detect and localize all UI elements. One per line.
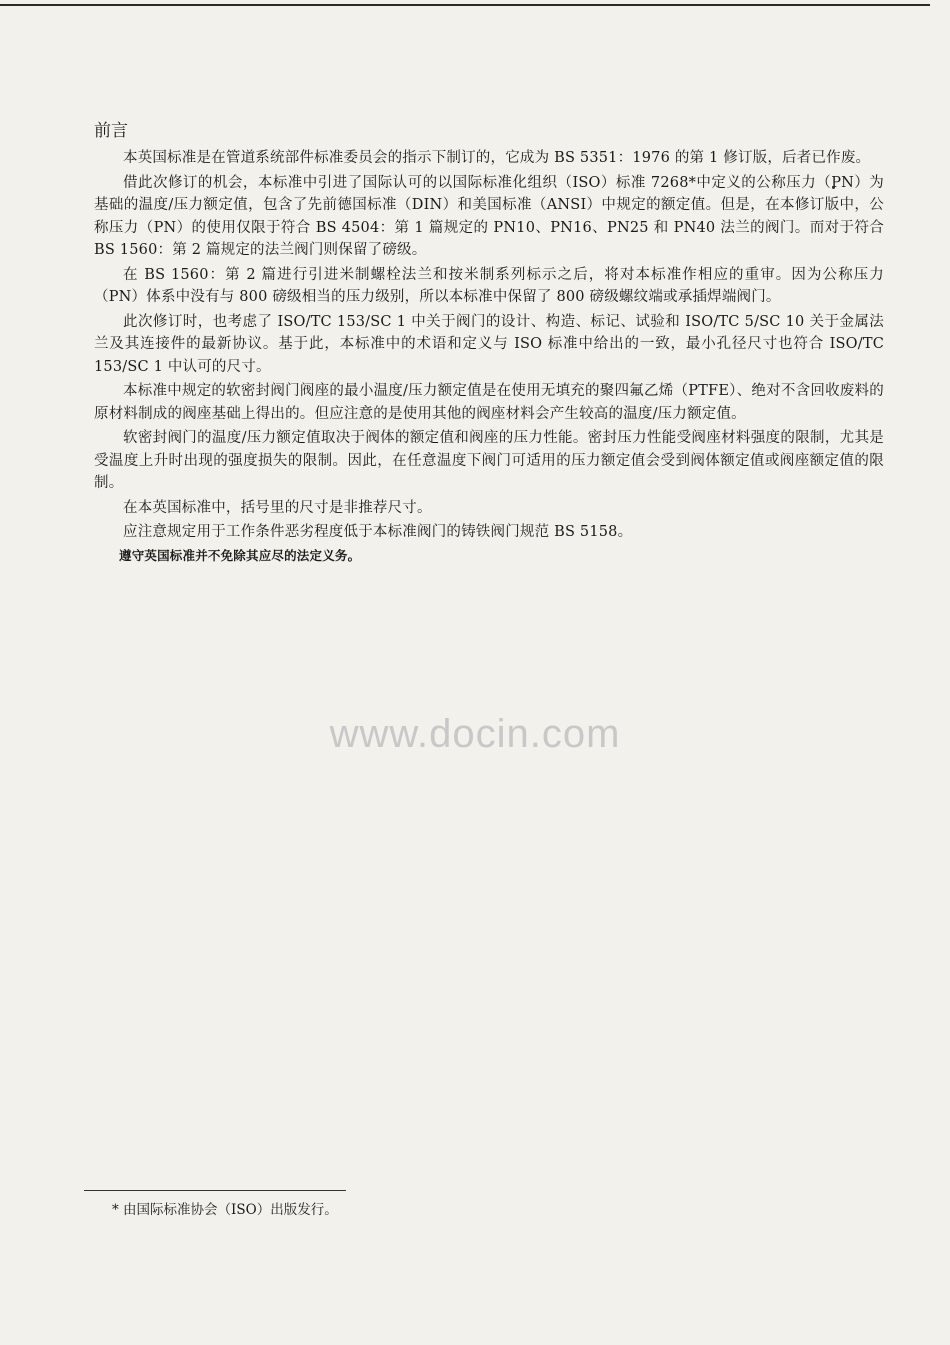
paragraph-5: 本标准中规定的软密封阀门阀座的最小温度/压力额定值是在使用无填充的聚四氟乙烯（PTFE）、绝对不含回收废料的原材料制成的阀座基础上得出的。但应注意的是使用其他的阀座材料会产生较高的温度/压力额定值。 xyxy=(94,383,884,422)
footnote: * 由国际标准协会（ISO）出版发行。 xyxy=(112,1202,338,1218)
paragraph-2: 借此次修订的机会，本标准中引进了国际认可的以国际标准化组织（ISO）标准 7268*中定义的公称压力（PN）为基础的温度/压力额定值，包含了先前德国标准（DIN）和美国标准（ANSI）中规定的额定值。但是，在本修订版中，公称压力（PN）的使用仅限于符合 BS 4504：第 1 篇规定的 PN10、PN16、PN25 和 PN40 法兰的阀门。而对于符合 BS 1560：第 2 篇规定的法兰阀门则保留了磅级。 xyxy=(94,174,884,258)
paragraph-1: 本英国标准是在管道系统部件标准委员会的指示下制订的，它成为 BS 5351：1976 的第 1 修订版，后者已作废。 xyxy=(123,150,871,166)
paragraph-4: 此次修订时，也考虑了 ISO/TC 153/SC 1 中关于阀门的设计、构造、标记、试验和 ISO/TC 5/SC 10 关于金属法兰及其连接件的最新协议。基于此，本标准中的术语和定义与 ISO 标准中给出的一致，最小孔径尺寸也符合 ISO/TC 153/SC 1 中认可的尺寸。 xyxy=(94,313,884,375)
watermark-text: www.docin.com xyxy=(329,712,621,756)
paragraph-6: 软密封阀门的温度/压力额定值取决于阀体的额定值和阀座的压力性能。密封压力性能受阀座材料强度的限制，尤其是受温度上升时出现的强度损失的限制。因此，在任意温度下阀门可适用的压力额定值会受到阀体额定值或阀座额定值的限制。 xyxy=(94,430,884,491)
footnote-divider xyxy=(84,1190,346,1191)
foreword-heading: 前言 xyxy=(94,121,128,141)
top-border-line xyxy=(0,4,930,6)
paragraph-7: 在本英国标准中，括号里的尺寸是非推荐尺寸。 xyxy=(123,499,432,516)
paragraph-8: 应注意规定用于工作条件恶劣程度低于本标准阀门的铸铁阀门规范 BS 5158。 xyxy=(123,524,633,540)
foreword-section xyxy=(94,118,884,568)
legal-obligation-statement: 遵守英国标准并不免除其应尽的法定义务。 xyxy=(119,547,361,563)
paragraph-3: 在 BS 1560：第 2 篇进行引进米制螺栓法兰和按米制系列标示之后，将对本标准作相应的重审。因为公称压力（PN）体系中没有与 800 磅级相当的压力级别，所以本标准中保留了 800 磅级螺纹端或承插焊端阀门。 xyxy=(94,266,884,305)
